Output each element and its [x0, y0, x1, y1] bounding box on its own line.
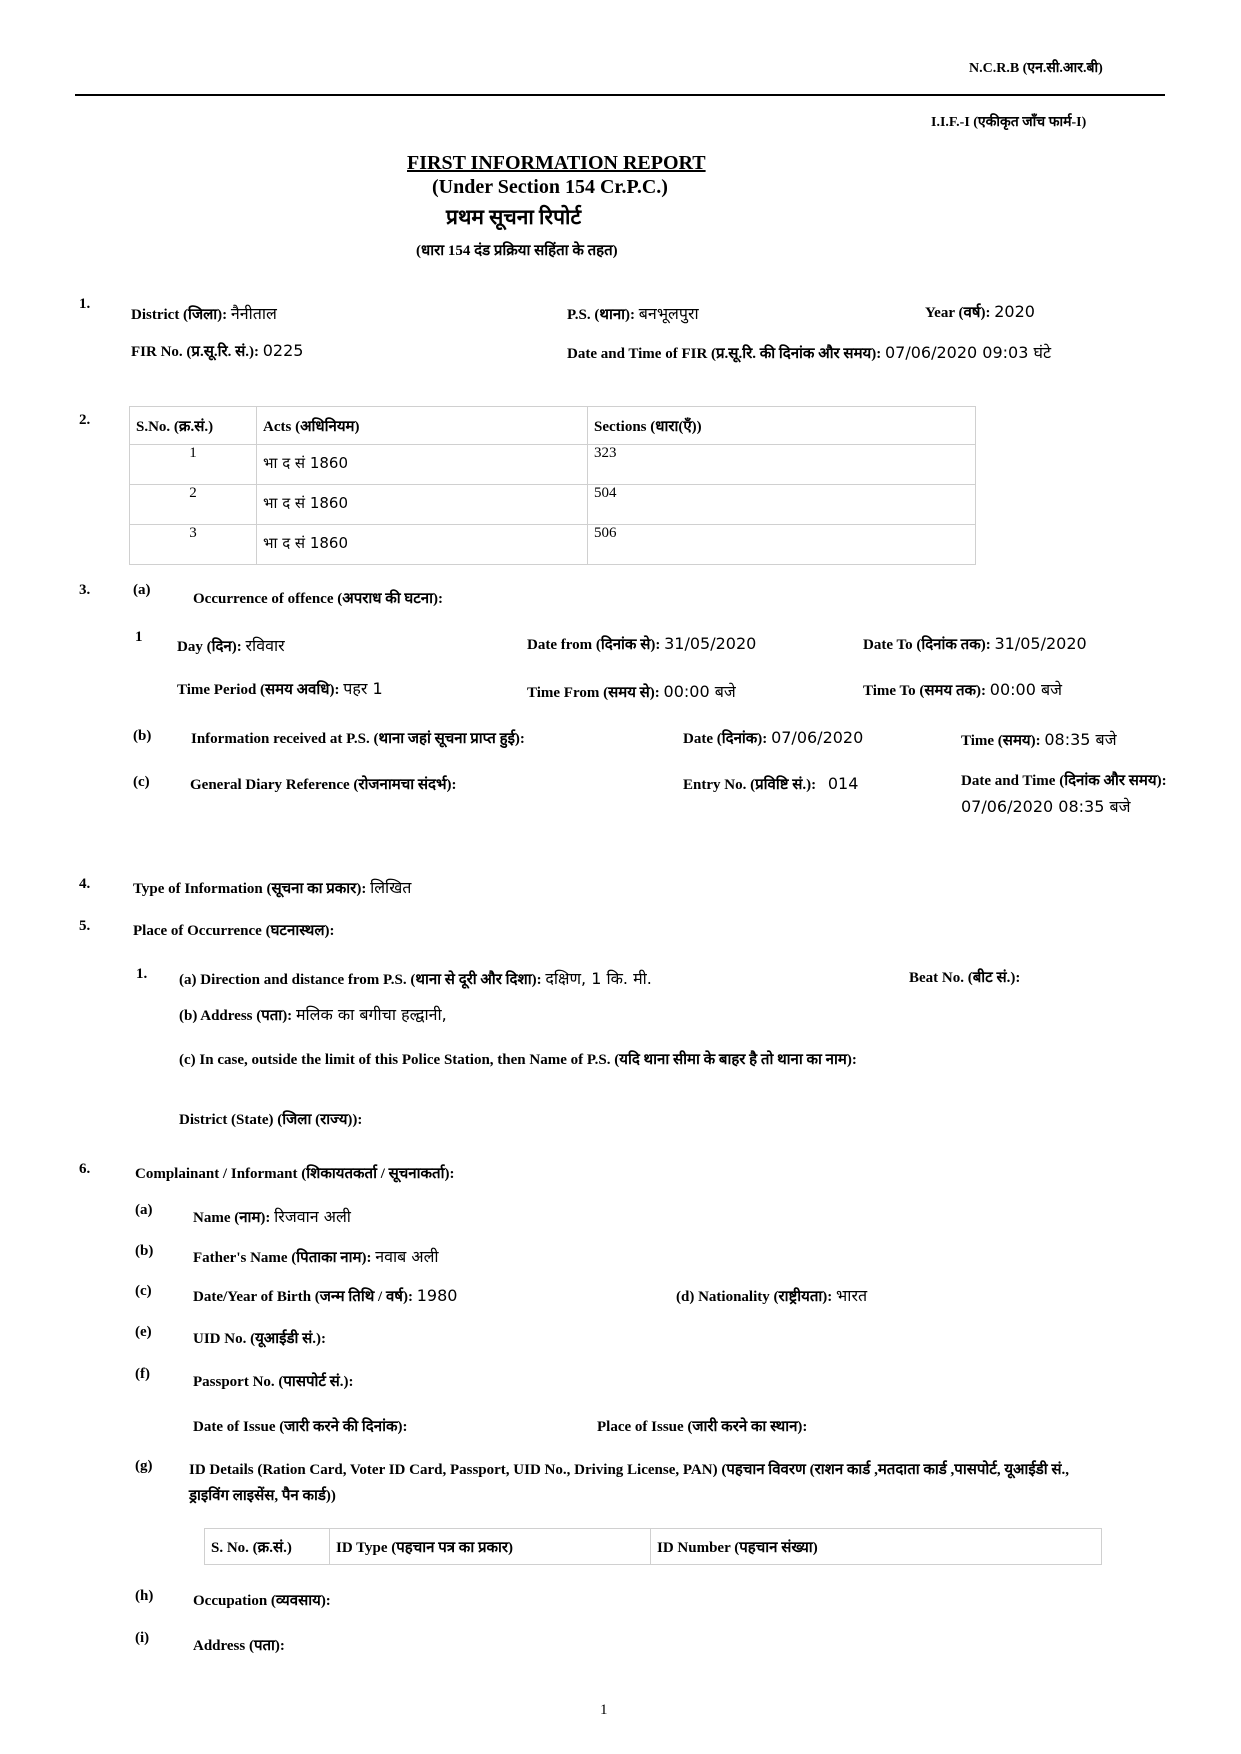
- s6-a-mark: (a): [135, 1202, 153, 1218]
- dob-label: Date/Year of Birth (जन्म तिथि / वर्ष):: [193, 1289, 413, 1305]
- table-row: [130, 525, 976, 565]
- row-sno: 2: [130, 485, 257, 525]
- section-3-number: 3.: [79, 582, 91, 598]
- nationality-value: भारत: [836, 1286, 868, 1305]
- header-rule: [75, 94, 1165, 96]
- time-from-field: [527, 680, 736, 702]
- day-value: रविवार: [245, 636, 285, 655]
- report-title: FIRST INFORMATION REPORT: [407, 152, 706, 174]
- nationality-field: [676, 1284, 867, 1306]
- day-label: Day (दिन):: [177, 639, 242, 655]
- day-field: [177, 634, 285, 656]
- row-section: 323: [588, 445, 976, 485]
- row-sno: 1: [130, 445, 257, 485]
- occurrence-label: Occurrence of offence (अपराध की घटना):: [193, 591, 443, 607]
- gd-datetime-value: 07/06/2020 08:35 बजे: [961, 797, 1131, 816]
- id-details-label: ID Details (Ration Card, Voter ID Card, Passport, UID No., Driving License, PAN) (पहचान विवरण (राशन कार्ड ,मतदाता कार्ड ,पासपोर्ट, यूआईडी सं., ड्राइविंग लाइसेंस, पैन कार्ड)): [189, 1462, 1070, 1504]
- occurrence-item-number: 1: [135, 629, 143, 645]
- report-title-hindi: प्रथम सूचना रिपोर्ट: [446, 205, 582, 229]
- place-address-value: मलिक का बगीचा हल्द्वानी,: [295, 1005, 447, 1024]
- place-address-field: [179, 1003, 447, 1025]
- district-value: नैनीताल: [230, 304, 277, 323]
- general-diary-label: General Diary Reference (रोजनामचा संदर्भ):: [190, 777, 457, 793]
- section-6-number: 6.: [79, 1161, 91, 1177]
- fir-datetime-label: Date and Time of FIR (प्र.सू.रि. की दिनांक और समय):: [567, 346, 882, 362]
- date-to-field: [863, 634, 1087, 654]
- place-address-label: (b) Address (पता):: [179, 1008, 293, 1024]
- uid-label: UID No. (यूआईडी सं.):: [193, 1331, 327, 1347]
- id-col-number-header: ID Number (पहचान संख्या): [651, 1529, 1102, 1565]
- info-date-label: Date (दिनांक):: [683, 731, 768, 747]
- row-section: 506: [588, 525, 976, 565]
- direction-distance-label: (a) Direction and distance from P.S. (थाना से दूरी और दिशा):: [179, 972, 542, 988]
- s6-e-mark: (e): [135, 1324, 152, 1340]
- place-of-occurrence-label: Place of Occurrence (घटनास्थल):: [133, 923, 335, 939]
- time-from-label: Time From (समय से):: [527, 685, 660, 701]
- info-time-label: Time (समय):: [961, 733, 1041, 749]
- place-of-issue-label: Place of Issue (जारी करने का स्थान):: [597, 1419, 808, 1435]
- time-from-value: 00:00 बजे: [663, 682, 736, 701]
- s3-b-mark: (b): [133, 728, 152, 744]
- s6-g-mark: (g): [135, 1458, 153, 1474]
- section-5-number: 5.: [79, 918, 91, 934]
- place-item-number: 1.: [136, 966, 148, 982]
- occupation-label: Occupation (व्यवसाय):: [193, 1593, 331, 1609]
- info-received-label: Information received at P.S. (थाना जहां सूचना प्राप्त हुई):: [191, 731, 525, 747]
- date-from-field: [527, 634, 756, 654]
- complainant-name-field: [193, 1205, 351, 1227]
- id-col-sno-header: S. No. (क्र.सं.): [205, 1529, 330, 1565]
- row-act: भा द सं 1860: [257, 485, 588, 525]
- id-table: [204, 1528, 1102, 1565]
- page-number: 1: [600, 1702, 608, 1718]
- time-period-field: [177, 677, 383, 699]
- s6-i-mark: (i): [135, 1630, 150, 1646]
- time-period-label: Time Period (समय अवधि):: [177, 682, 340, 698]
- col-sections-header: Sections (धारा(एँ)): [588, 407, 976, 445]
- dob-field: [193, 1286, 457, 1306]
- section-1-number: 1.: [79, 296, 91, 312]
- entry-number-label: Entry No. (प्रविष्टि सं.):: [683, 777, 817, 793]
- year-field: [925, 302, 1035, 322]
- complainant-address-label: Address (पता):: [193, 1638, 285, 1654]
- father-name-label: Father's Name (पिताका नाम):: [193, 1250, 372, 1266]
- complainant-label: Complainant / Informant (शिकायतकर्ता / सूचनाकर्ता):: [135, 1166, 455, 1182]
- police-station-field: [567, 302, 699, 324]
- info-type-field: [133, 876, 411, 898]
- table-row: [130, 445, 976, 485]
- table-row: [130, 485, 976, 525]
- fir-number-field: [131, 341, 303, 361]
- ps-label: P.S. (थाना):: [567, 307, 636, 323]
- section-4-number: 4.: [79, 876, 91, 892]
- year-label: Year (वर्ष):: [925, 305, 991, 321]
- row-act: भा द सं 1860: [257, 525, 588, 565]
- time-to-value: 00:00 बजे: [989, 680, 1062, 699]
- row-sno: 3: [130, 525, 257, 565]
- info-time-value: 08:35 बजे: [1044, 730, 1117, 749]
- report-subtitle: (Under Section 154 Cr.P.C.): [432, 176, 668, 198]
- report-subtitle-hindi: (धारा 154 दंड प्रक्रिया सहिंता के तहत): [416, 243, 618, 259]
- s3-a-mark: (a): [133, 582, 151, 598]
- s6-b-mark: (b): [135, 1243, 154, 1259]
- info-date-value: 07/06/2020: [771, 728, 864, 747]
- nationality-label: (d) Nationality (राष्ट्रीयता):: [676, 1289, 833, 1305]
- direction-distance-field: [179, 967, 652, 989]
- gd-datetime-field: [961, 768, 1171, 821]
- date-from-value: 31/05/2020: [664, 634, 757, 653]
- s6-f-mark: (f): [135, 1366, 150, 1382]
- ps-value: बनभूलपुरा: [638, 304, 699, 323]
- direction-distance-value: दक्षिण, 1 कि. मी.: [545, 969, 652, 988]
- row-act: भा द सं 1860: [257, 445, 588, 485]
- info-type-label: Type of Information (सूचना का प्रकार):: [133, 881, 367, 897]
- district-field: [131, 302, 277, 324]
- info-time-field: [961, 728, 1117, 750]
- s6-h-mark: (h): [135, 1588, 154, 1604]
- complainant-name-value: रिजवान अली: [274, 1207, 351, 1226]
- date-from-label: Date from (दिनांक से):: [527, 637, 661, 653]
- date-to-label: Date To (दिनांक तक):: [863, 637, 991, 653]
- info-date-field: [683, 728, 863, 748]
- id-table-header: [205, 1529, 1102, 1565]
- section-2-number: 2.: [79, 412, 91, 428]
- s6-c-mark: (c): [135, 1283, 152, 1299]
- s3-c-mark: (c): [133, 774, 150, 790]
- form-code: I.I.F.-I (एकीकृत जाँच फार्म-I): [931, 115, 1087, 130]
- passport-label: Passport No. (पासपोर्ट सं.):: [193, 1374, 354, 1390]
- dob-value: 1980: [416, 1286, 458, 1305]
- info-type-value: लिखित: [370, 878, 412, 897]
- fir-datetime-field: [567, 341, 1051, 363]
- time-to-label: Time To (समय तक):: [863, 683, 987, 699]
- fir-value: 0225: [262, 341, 304, 360]
- acts-table: [129, 406, 976, 565]
- date-of-issue-label: Date of Issue (जारी करने की दिनांक):: [193, 1419, 408, 1435]
- gd-datetime-label: Date and Time (दिनांक और समय):: [961, 773, 1167, 789]
- col-acts-header: Acts (अधिनियम): [257, 407, 588, 445]
- time-to-field: [863, 678, 1062, 700]
- district-state-label: District (State) (जिला (राज्य)):: [179, 1112, 363, 1128]
- outside-ps-label: (c) In case, outside the limit of this Police Station, then Name of P.S. (यदि थाना सीमा के बाहर है तो थाना का नाम):: [179, 1052, 857, 1068]
- id-col-type-header: ID Type (पहचान पत्र का प्रकार): [330, 1529, 651, 1565]
- fir-datetime-value: 07/06/2020 09:03 घंटे: [885, 343, 1052, 362]
- complainant-name-label: Name (नाम):: [193, 1210, 271, 1226]
- entry-number-field: [683, 774, 858, 794]
- acts-table-header: [130, 407, 976, 445]
- father-name-field: [193, 1245, 439, 1267]
- beat-number-label: Beat No. (बीट सं.):: [909, 970, 1021, 986]
- ncrb-label: N.C.R.B (एन.सी.आर.बी): [969, 61, 1103, 76]
- col-sno-header: S.No. (क्र.सं.): [130, 407, 257, 445]
- entry-number-value: 014: [827, 774, 859, 793]
- year-value: 2020: [994, 302, 1035, 321]
- district-label: District (जिला):: [131, 307, 228, 323]
- time-period-value: पहर 1: [343, 679, 383, 698]
- fir-label: FIR No. (प्र.सू.रि. सं.):: [131, 344, 259, 360]
- date-to-value: 31/05/2020: [994, 634, 1087, 653]
- row-section: 504: [588, 485, 976, 525]
- father-name-value: नवाब अली: [375, 1247, 439, 1266]
